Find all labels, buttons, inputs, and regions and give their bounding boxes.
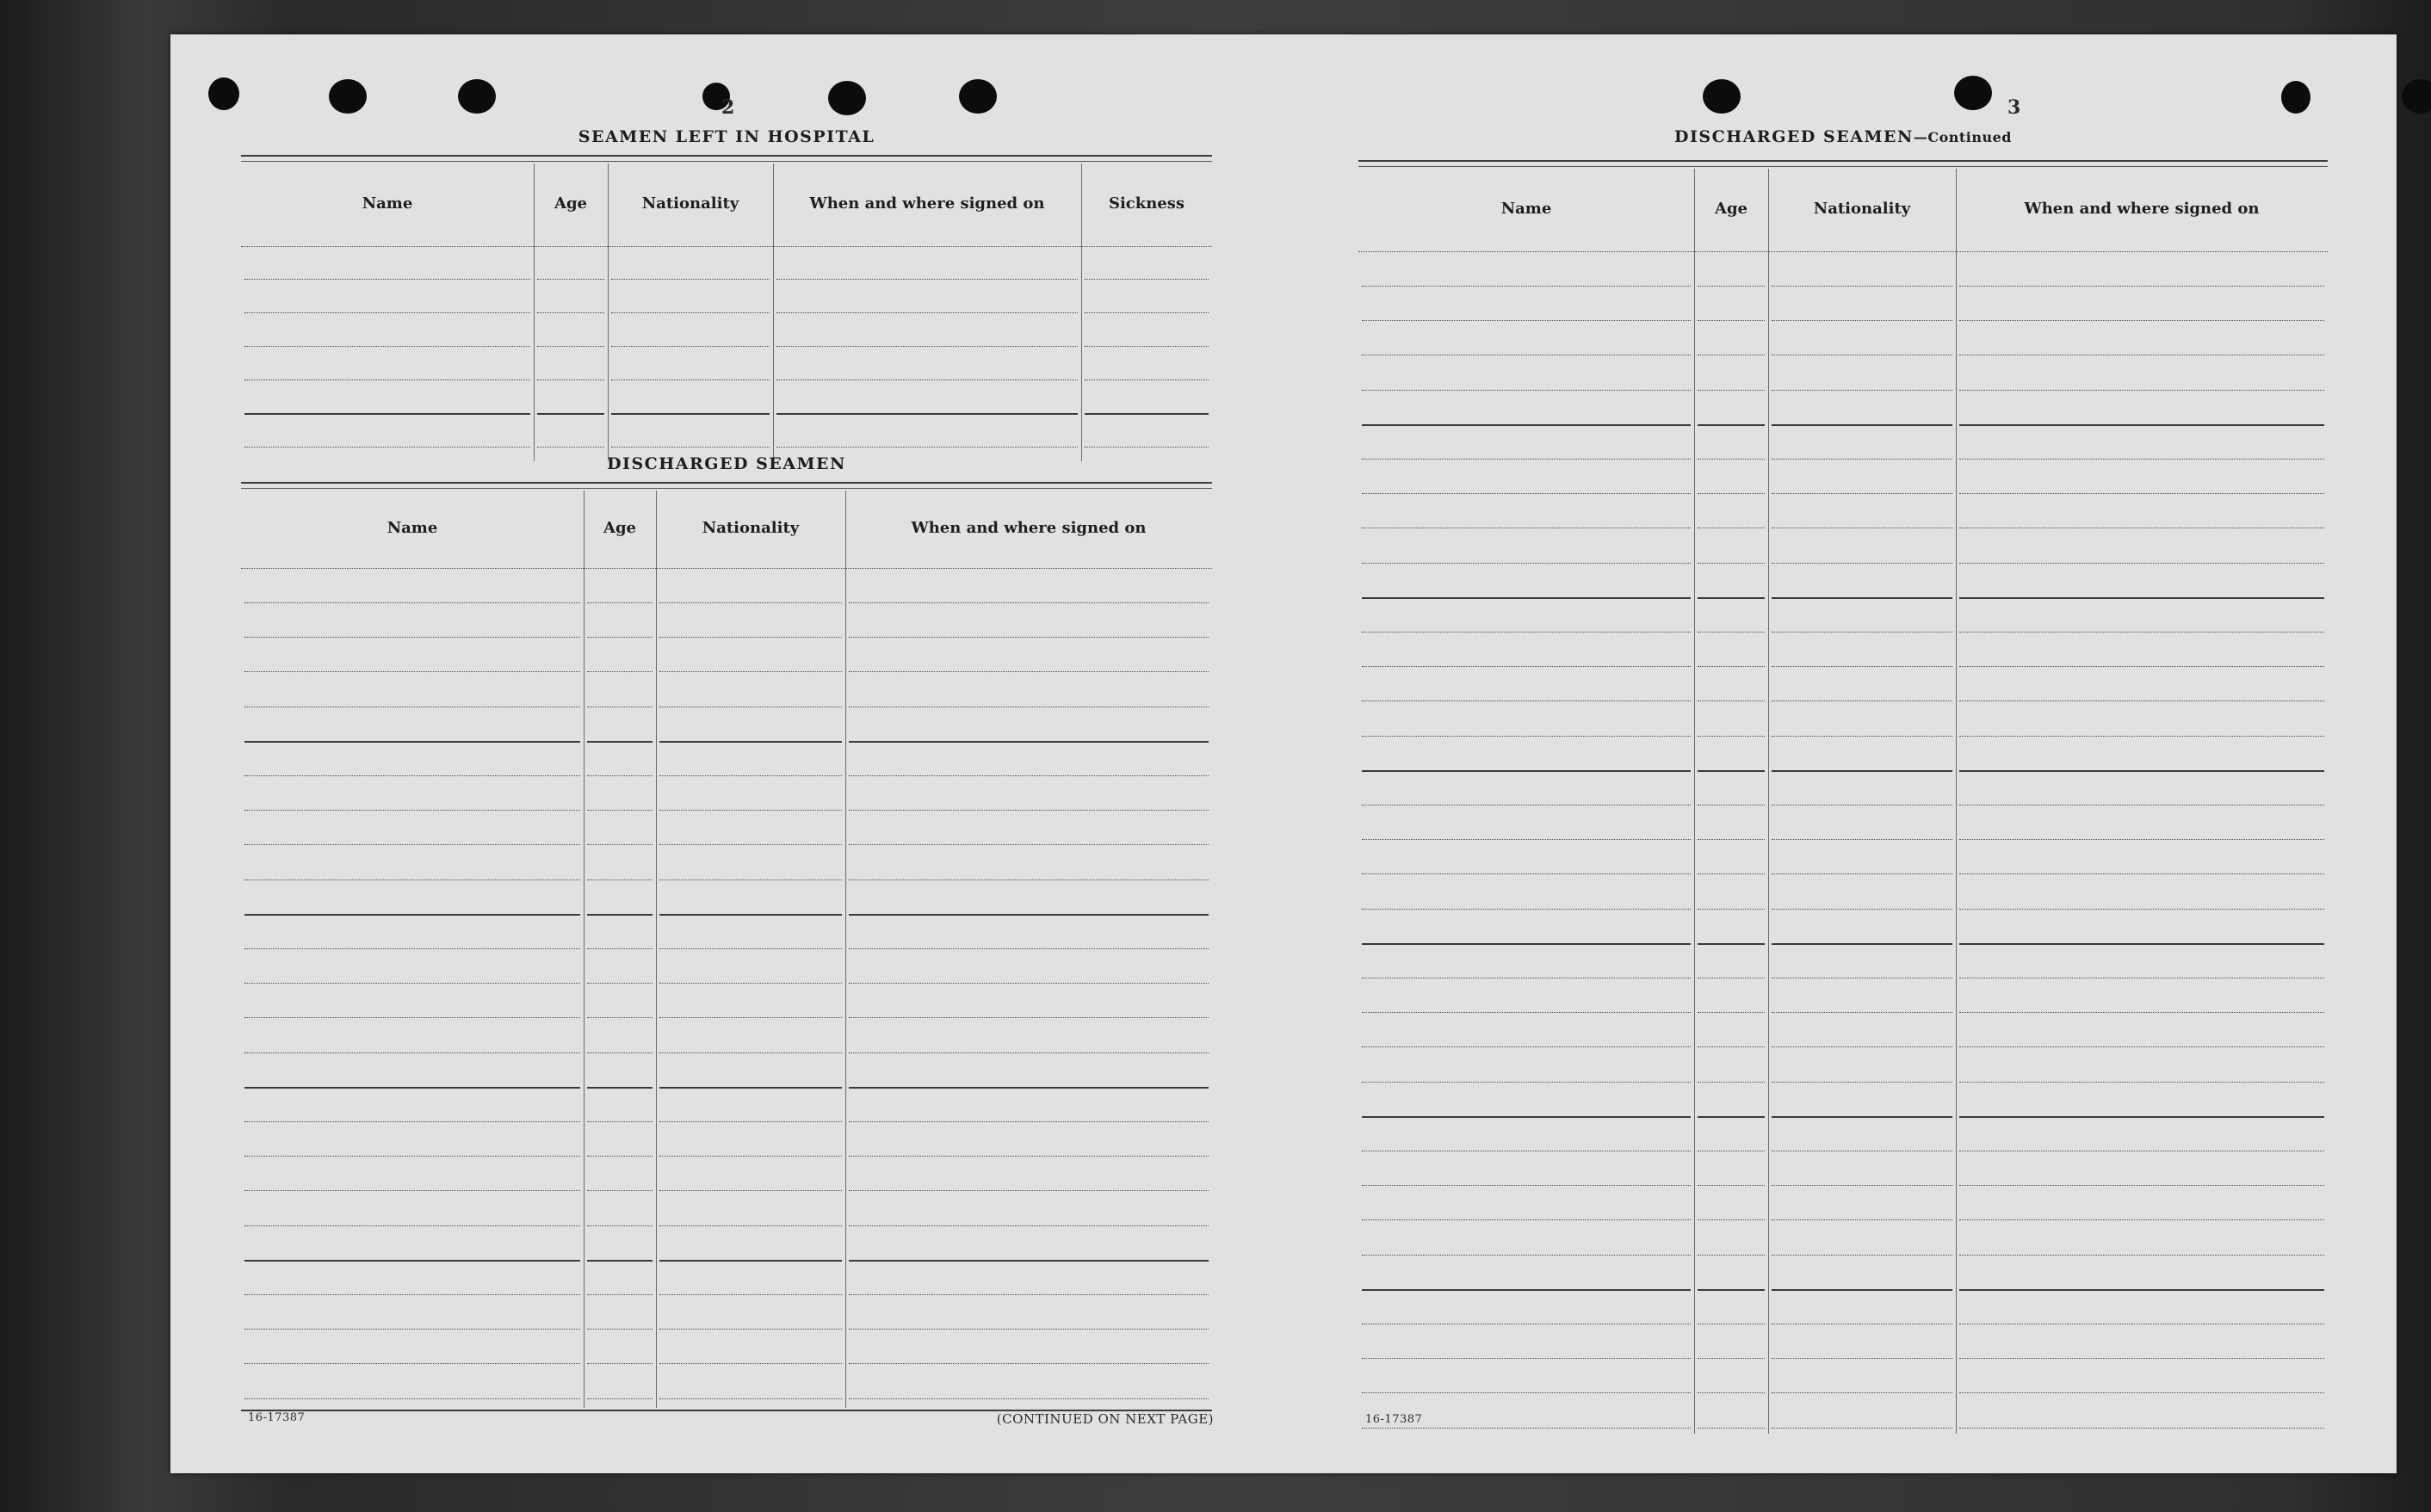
row-rule xyxy=(1959,839,2324,840)
column-header: Nationality xyxy=(641,194,739,213)
row-rule xyxy=(1698,1185,1765,1186)
column-header: Name xyxy=(1500,200,1552,218)
row-rule xyxy=(659,1260,842,1262)
row-rule xyxy=(849,1294,1209,1295)
row-rule xyxy=(587,671,653,672)
row-rule xyxy=(1772,873,1952,874)
row-rule xyxy=(1698,736,1765,737)
row-rule xyxy=(1959,1046,2324,1047)
right-page xyxy=(1290,34,2397,1473)
header-rule xyxy=(1358,251,2328,252)
row-rule xyxy=(849,1017,1209,1018)
row-rule xyxy=(849,879,1209,880)
row-rule xyxy=(1698,390,1765,391)
row-rule xyxy=(244,312,530,313)
hospital-table xyxy=(241,164,1212,461)
row-rule xyxy=(1772,1116,1952,1118)
row-rule xyxy=(659,879,842,880)
row-rule xyxy=(849,1329,1209,1330)
row-rule xyxy=(659,1294,842,1295)
row-rule xyxy=(1362,1046,1691,1047)
row-rule xyxy=(1772,770,1952,772)
row-rule xyxy=(1362,632,1691,633)
row-rule xyxy=(1698,1255,1765,1256)
row-rule xyxy=(776,413,1078,415)
row-rule xyxy=(244,1398,580,1399)
row-rule xyxy=(849,1052,1209,1053)
row-rule xyxy=(849,1363,1209,1364)
row-rule xyxy=(1085,312,1209,313)
column-divider xyxy=(773,164,774,461)
row-rule xyxy=(659,1121,842,1122)
row-rule xyxy=(537,413,604,415)
row-rule xyxy=(1959,1428,2324,1429)
row-rule xyxy=(1362,736,1691,737)
row-rule xyxy=(659,983,842,984)
row-rule xyxy=(537,312,604,313)
row-rule xyxy=(659,1398,842,1399)
page-number: 3 xyxy=(2007,96,2021,119)
row-rule xyxy=(1772,286,1952,287)
row-rule xyxy=(1362,666,1691,667)
row-rule xyxy=(244,346,530,347)
row-rule xyxy=(659,1363,842,1364)
row-rule xyxy=(244,1363,580,1364)
row-rule xyxy=(1698,597,1765,599)
row-rule xyxy=(1772,597,1952,599)
column-divider xyxy=(1081,164,1082,461)
row-rule xyxy=(244,1329,580,1330)
row-rule xyxy=(244,1121,580,1122)
row-rule xyxy=(1772,1358,1952,1359)
row-rule xyxy=(1772,320,1952,321)
row-rule xyxy=(1362,770,1691,772)
row-rule xyxy=(1959,943,2324,945)
row-rule xyxy=(1959,1358,2324,1359)
row-rule xyxy=(244,983,580,984)
row-rule xyxy=(1959,770,2324,772)
row-rule xyxy=(1959,700,2324,701)
row-rule xyxy=(849,1121,1209,1122)
row-rule xyxy=(659,1087,842,1089)
row-rule xyxy=(1362,909,1691,910)
row-rule xyxy=(1772,1289,1952,1291)
row-rule xyxy=(587,741,653,743)
column-header: Age xyxy=(1714,200,1747,218)
row-rule xyxy=(1698,909,1765,910)
row-rule xyxy=(587,1225,653,1226)
row-rule xyxy=(1362,1116,1691,1118)
row-rule xyxy=(849,1260,1209,1262)
row-rule xyxy=(659,914,842,916)
row-rule xyxy=(1959,1185,2324,1186)
punch-hole xyxy=(329,79,367,114)
row-rule xyxy=(659,775,842,776)
column-divider xyxy=(584,491,585,1408)
row-rule xyxy=(1698,873,1765,874)
row-rule xyxy=(659,810,842,811)
row-rule xyxy=(587,1121,653,1122)
form-number: 16-17387 xyxy=(248,1411,306,1424)
row-rule xyxy=(1362,1358,1691,1359)
row-rule xyxy=(1698,1392,1765,1393)
row-rule xyxy=(1772,632,1952,633)
row-rule xyxy=(1772,666,1952,667)
row-rule xyxy=(849,810,1209,811)
row-rule xyxy=(1959,493,2324,494)
hospital-section-title: SEAMEN LEFT IN HOSPITAL xyxy=(578,127,875,146)
row-rule xyxy=(1772,563,1952,564)
row-rule xyxy=(587,1398,653,1399)
row-rule xyxy=(659,948,842,949)
row-rule xyxy=(244,1017,580,1018)
header-rule xyxy=(241,568,1212,569)
column-header: Name xyxy=(387,519,438,537)
row-rule xyxy=(1085,346,1209,347)
row-rule xyxy=(587,1156,653,1157)
row-rule xyxy=(849,1087,1209,1089)
row-rule xyxy=(659,1156,842,1157)
row-rule xyxy=(1698,1428,1765,1429)
row-rule xyxy=(1698,493,1765,494)
row-rule xyxy=(1362,700,1691,701)
row-rule xyxy=(849,1156,1209,1157)
page-number: 2 xyxy=(721,96,735,119)
column-divider xyxy=(534,164,535,461)
column-divider xyxy=(1768,169,1769,1434)
row-rule xyxy=(1698,424,1765,426)
column-divider xyxy=(656,491,657,1408)
row-rule xyxy=(1698,1219,1765,1220)
column-divider xyxy=(1694,169,1695,1434)
row-rule xyxy=(587,1087,653,1089)
row-rule xyxy=(1959,1219,2324,1220)
row-rule xyxy=(1698,320,1765,321)
row-rule xyxy=(1698,943,1765,945)
row-rule xyxy=(587,914,653,916)
row-rule xyxy=(244,279,530,280)
row-rule xyxy=(1698,1358,1765,1359)
row-rule xyxy=(537,346,604,347)
row-rule xyxy=(244,810,580,811)
row-rule xyxy=(1959,1255,2324,1256)
row-rule xyxy=(849,741,1209,743)
row-rule xyxy=(1772,736,1952,737)
row-rule xyxy=(659,741,842,743)
row-rule xyxy=(1698,666,1765,667)
row-rule xyxy=(849,602,1209,603)
column-header: Age xyxy=(554,194,587,213)
row-rule xyxy=(611,312,770,313)
left-page xyxy=(170,34,1290,1473)
row-rule xyxy=(244,413,530,415)
column-header: Nationality xyxy=(702,519,800,537)
row-rule xyxy=(1698,700,1765,701)
punch-hole xyxy=(959,79,997,114)
column-header: When and where signed on xyxy=(911,519,1147,537)
row-rule xyxy=(244,1294,580,1295)
row-rule xyxy=(1772,424,1952,426)
row-rule xyxy=(849,671,1209,672)
row-rule xyxy=(776,312,1078,313)
row-rule xyxy=(587,810,653,811)
column-header: Age xyxy=(603,519,636,537)
row-rule xyxy=(659,844,842,845)
column-header: Nationality xyxy=(1813,200,1911,218)
row-rule xyxy=(659,1017,842,1018)
discharged-table xyxy=(241,491,1212,1408)
punch-hole xyxy=(828,81,866,115)
row-rule xyxy=(244,1225,580,1226)
row-rule xyxy=(1698,1046,1765,1047)
row-rule xyxy=(849,914,1209,916)
row-rule xyxy=(1959,286,2324,287)
row-rule xyxy=(587,983,653,984)
row-rule xyxy=(1362,493,1691,494)
row-rule xyxy=(587,1017,653,1018)
row-rule xyxy=(1362,1255,1691,1256)
row-rule xyxy=(1698,839,1765,840)
row-rule xyxy=(849,948,1209,949)
punch-hole xyxy=(1703,79,1741,114)
title-rule xyxy=(241,155,1212,162)
row-rule xyxy=(244,1087,580,1089)
row-rule xyxy=(1362,1428,1691,1429)
row-rule xyxy=(1362,1219,1691,1220)
row-rule xyxy=(1362,1082,1691,1083)
row-rule xyxy=(1772,1392,1952,1393)
row-rule xyxy=(1698,1012,1765,1013)
row-rule xyxy=(1772,1046,1952,1047)
row-rule xyxy=(1362,1012,1691,1013)
row-rule xyxy=(244,879,580,880)
row-rule xyxy=(244,1156,580,1157)
row-rule xyxy=(1772,1219,1952,1220)
row-rule xyxy=(1959,909,2324,910)
row-rule xyxy=(1362,597,1691,599)
row-rule xyxy=(611,279,770,280)
row-rule xyxy=(244,844,580,845)
row-rule xyxy=(537,279,604,280)
row-rule xyxy=(1959,666,2324,667)
row-rule xyxy=(1362,1289,1691,1291)
row-rule xyxy=(1772,459,1952,460)
row-rule xyxy=(659,1052,842,1053)
row-rule xyxy=(1772,1082,1952,1083)
row-rule xyxy=(849,775,1209,776)
row-rule xyxy=(659,637,842,638)
row-rule xyxy=(659,671,842,672)
column-header: When and where signed on xyxy=(2024,200,2260,218)
row-rule xyxy=(849,637,1209,638)
row-rule xyxy=(1362,459,1691,460)
title-rule xyxy=(241,482,1212,489)
row-rule xyxy=(1698,563,1765,564)
row-rule xyxy=(849,1190,1209,1191)
row-rule xyxy=(1959,424,2324,426)
header-rule xyxy=(241,246,1212,247)
row-rule xyxy=(587,1190,653,1191)
row-rule xyxy=(1698,1116,1765,1118)
form-sheet xyxy=(170,34,2397,1473)
row-rule xyxy=(1959,459,2324,460)
row-rule xyxy=(1362,839,1691,840)
row-rule xyxy=(244,775,580,776)
row-rule xyxy=(1698,1289,1765,1291)
row-rule xyxy=(244,741,580,743)
row-rule xyxy=(1698,770,1765,772)
discharged-continued-title-main: DISCHARGED SEAMEN xyxy=(1674,127,1914,146)
row-rule xyxy=(1085,279,1209,280)
row-rule xyxy=(1698,459,1765,460)
row-rule xyxy=(244,1052,580,1053)
row-rule xyxy=(1362,286,1691,287)
punch-hole xyxy=(2281,81,2310,114)
row-rule xyxy=(587,1260,653,1262)
row-rule xyxy=(659,602,842,603)
column-divider xyxy=(845,491,846,1408)
row-rule xyxy=(244,948,580,949)
row-rule xyxy=(244,671,580,672)
row-rule xyxy=(587,637,653,638)
discharged-continued-suffix: —Continued xyxy=(1913,129,2012,145)
row-rule xyxy=(1772,1012,1952,1013)
row-rule xyxy=(587,1052,653,1053)
row-rule xyxy=(244,637,580,638)
row-rule xyxy=(1959,1289,2324,1291)
discharged-continued-title xyxy=(1358,127,2328,146)
row-rule xyxy=(587,602,653,603)
row-rule xyxy=(659,1329,842,1330)
punch-hole xyxy=(1954,76,1992,110)
punch-hole xyxy=(208,77,239,110)
row-rule xyxy=(1698,1082,1765,1083)
discharged-section-title: DISCHARGED SEAMEN xyxy=(607,454,846,473)
row-rule xyxy=(1698,632,1765,633)
row-rule xyxy=(587,879,653,880)
row-rule xyxy=(244,602,580,603)
row-rule xyxy=(1959,320,2324,321)
column-divider xyxy=(1956,169,1957,1434)
row-rule xyxy=(1362,1392,1691,1393)
form-number: 16-17387 xyxy=(1365,1413,1423,1426)
row-rule xyxy=(1772,1255,1952,1256)
row-rule xyxy=(1698,286,1765,287)
row-rule xyxy=(587,1294,653,1295)
row-rule xyxy=(1362,873,1691,874)
row-rule xyxy=(611,346,770,347)
row-rule xyxy=(1959,597,2324,599)
row-rule xyxy=(1959,1012,2324,1013)
row-rule xyxy=(1772,943,1952,945)
row-rule xyxy=(849,1225,1209,1226)
row-rule xyxy=(1772,700,1952,701)
row-rule xyxy=(587,775,653,776)
row-rule xyxy=(587,844,653,845)
punch-hole xyxy=(458,79,496,114)
row-rule xyxy=(1362,320,1691,321)
row-rule xyxy=(776,346,1078,347)
row-rule xyxy=(849,983,1209,984)
column-divider xyxy=(608,164,609,461)
row-rule xyxy=(587,948,653,949)
row-rule xyxy=(1362,1185,1691,1186)
row-rule xyxy=(1959,390,2324,391)
row-rule xyxy=(1772,493,1952,494)
row-rule xyxy=(1772,839,1952,840)
row-rule xyxy=(1959,1082,2324,1083)
row-rule xyxy=(1362,390,1691,391)
row-rule xyxy=(1959,632,2324,633)
column-header: Name xyxy=(362,194,413,213)
row-rule xyxy=(776,279,1078,280)
row-rule xyxy=(1362,563,1691,564)
row-rule xyxy=(1959,1392,2324,1393)
continued-note: (CONTINUED ON NEXT PAGE) xyxy=(996,1411,1214,1427)
row-rule xyxy=(587,1363,653,1364)
row-rule xyxy=(1959,563,2324,564)
row-rule xyxy=(1362,424,1691,426)
title-rule xyxy=(1358,160,2328,167)
column-header: Sickness xyxy=(1108,194,1185,213)
row-rule xyxy=(849,1398,1209,1399)
row-rule xyxy=(659,1225,842,1226)
row-rule xyxy=(611,413,770,415)
row-rule xyxy=(1772,909,1952,910)
row-rule xyxy=(244,1190,580,1191)
row-rule xyxy=(1959,873,2324,874)
discharged-continued-table xyxy=(1358,169,2328,1434)
row-rule xyxy=(1959,1116,2324,1118)
row-rule xyxy=(1959,736,2324,737)
row-rule xyxy=(587,1329,653,1330)
row-rule xyxy=(849,844,1209,845)
row-rule xyxy=(244,1260,580,1262)
row-rule xyxy=(1772,390,1952,391)
row-rule xyxy=(1772,1185,1952,1186)
row-rule xyxy=(1772,1428,1952,1429)
row-rule xyxy=(1085,413,1209,415)
row-rule xyxy=(244,914,580,916)
row-rule xyxy=(1362,943,1691,945)
row-rule xyxy=(659,1190,842,1191)
column-header: When and where signed on xyxy=(809,194,1045,213)
